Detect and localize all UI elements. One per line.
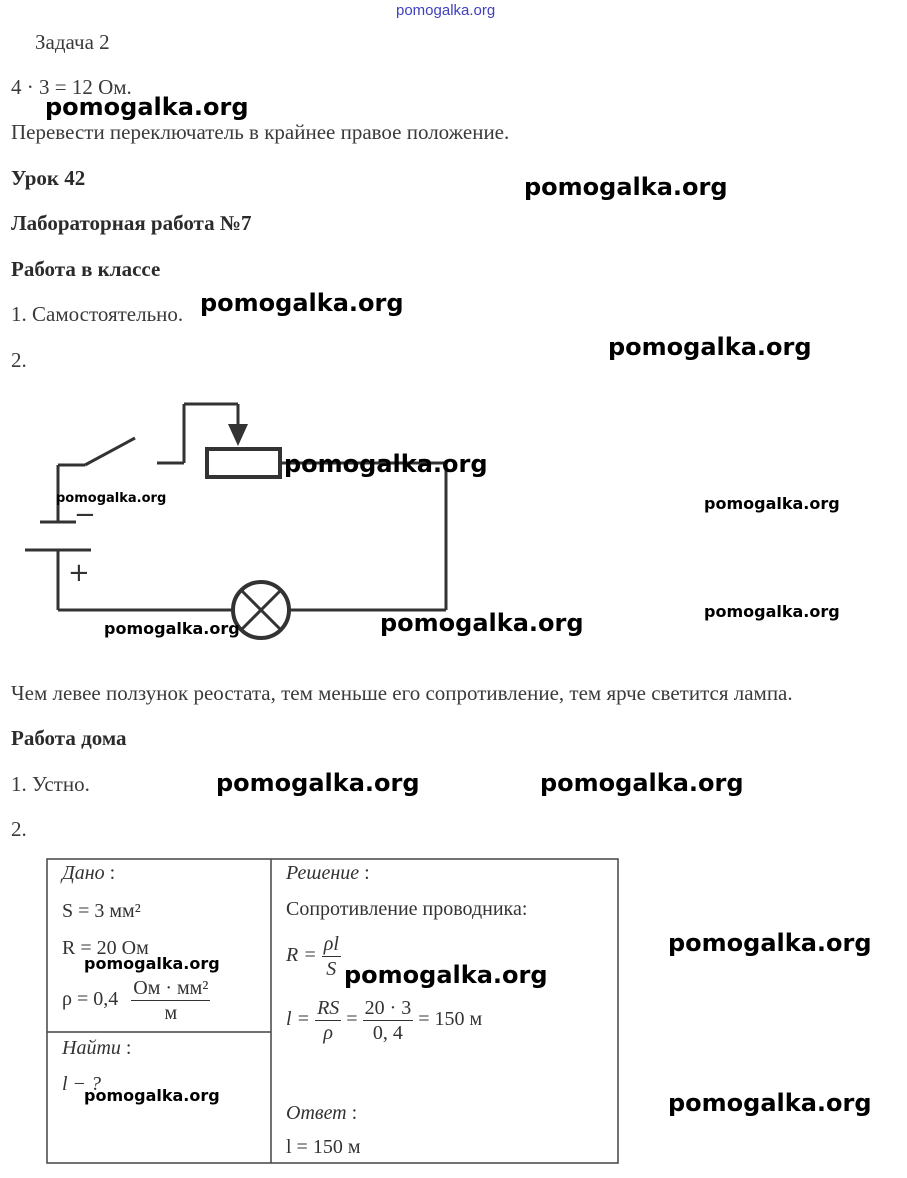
home-work-heading: Работа дома	[11, 726, 127, 750]
class-work-heading: Работа в классе	[11, 257, 161, 281]
given-label: Дано	[62, 862, 105, 884]
watermark: pomogalka.org	[45, 93, 249, 121]
solution-label: Решение	[286, 862, 360, 884]
battery-plus: +	[68, 558, 90, 588]
given-S: S = 3 мм²	[62, 900, 141, 922]
given-rho-den: м	[164, 1002, 178, 1024]
watermark: pomogalka.org	[104, 619, 240, 638]
watermark: pomogalka.org	[668, 929, 872, 957]
formula-R	[286, 932, 341, 981]
given-rho	[62, 976, 210, 1025]
find-label: Найти	[62, 1037, 121, 1059]
formula-l-eq: =	[346, 1008, 358, 1031]
watermark: pomogalka.org	[704, 494, 840, 513]
solution-label-row: Решение :	[286, 862, 370, 884]
watermark: pomogalka.org	[84, 954, 220, 973]
given-rho-num: Ом · мм²	[133, 977, 209, 999]
switch-instruction: Перевести переключатель в крайнее правое положение.	[11, 120, 510, 144]
battery-minus: −	[74, 500, 96, 530]
conclusion: Чем левее ползунок реостата, тем меньше его сопротивление, тем ярче светится лампа.	[11, 681, 793, 705]
home-item-1: 1. Устно.	[11, 772, 90, 796]
watermark: pomogalka.org	[216, 769, 420, 797]
lesson-heading: Урок 42	[11, 166, 86, 190]
watermark: pomogalka.org	[56, 491, 167, 506]
watermark: pomogalka.org	[668, 1089, 872, 1117]
watermark: pomogalka.org	[380, 609, 584, 637]
formula-l-fraction-2	[363, 996, 414, 1045]
formula-R-den: S	[326, 958, 337, 980]
watermark: pomogalka.org	[284, 450, 488, 478]
solution-text: Сопротивление проводника:	[286, 898, 528, 920]
formula-l-left: l =	[286, 1008, 311, 1031]
watermark: pomogalka.org	[608, 333, 812, 361]
find-label-row: Найти :	[62, 1037, 132, 1059]
watermark: pomogalka.org	[524, 173, 728, 201]
answer-label-row: Ответ :	[286, 1102, 358, 1124]
formula-l-result: = 150 м	[418, 1008, 483, 1031]
watermark: pomogalka.org	[540, 769, 744, 797]
watermark: pomogalka.org	[344, 961, 548, 989]
formula-l-num1: RS	[317, 997, 340, 1019]
formula-R-fraction	[322, 932, 341, 981]
class-item-1: 1. Самостоятельно.	[11, 302, 184, 326]
answer-value: l = 150 м	[286, 1136, 361, 1158]
watermark: pomogalka.org	[704, 602, 840, 621]
home-item-2: 2.	[11, 817, 27, 841]
task-title: Задача 2	[35, 30, 110, 54]
formula-line: 4 · 3 = 12 Ом.	[11, 75, 132, 99]
site-watermark-top[interactable]: pomogalka.org	[396, 2, 496, 19]
formula-l-num2: 20 · 3	[364, 997, 412, 1019]
watermark: pomogalka.org	[200, 289, 404, 317]
given-R: R = 20 Ом	[62, 937, 149, 959]
given-label-row: Дано :	[62, 862, 116, 884]
formula-R-num: ρl	[323, 933, 339, 955]
answer-label: Ответ	[286, 1102, 347, 1124]
given-rho-left: ρ = 0,4	[62, 988, 119, 1011]
formula-l	[286, 996, 482, 1045]
lab-heading: Лабораторная работа №7	[11, 211, 252, 235]
find-value: l − ?	[62, 1073, 102, 1095]
formula-l-fraction-1	[315, 996, 341, 1045]
given-rho-fraction	[131, 976, 210, 1025]
class-item-2: 2.	[11, 348, 27, 372]
formula-l-den2: 0, 4	[372, 1022, 403, 1044]
watermark: pomogalka.org	[84, 1086, 220, 1105]
formula-R-left: R =	[286, 944, 317, 967]
formula-l-den1: ρ	[323, 1022, 333, 1044]
